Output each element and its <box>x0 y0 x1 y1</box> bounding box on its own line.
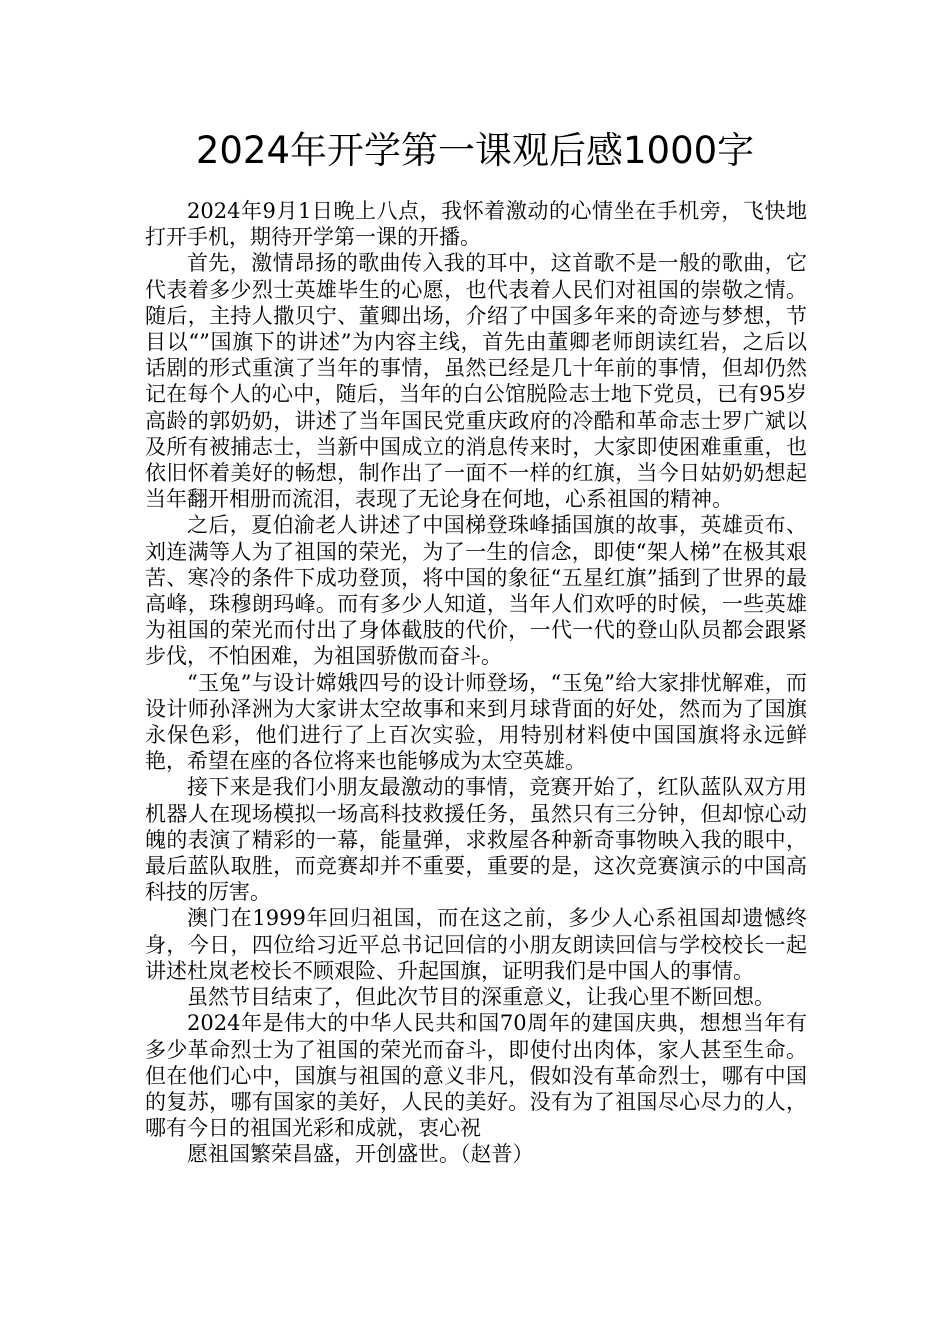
document-body <box>145 198 807 1168</box>
paragraph: 愿祖国繁荣昌盛，开创盛世。（赵普） <box>187 1142 534 1167</box>
paragraph: 2024年9月1日晚上八点，我怀着激动的心情坐在手机旁，飞快地打开手机，期待开学第一课的开播。 <box>145 199 807 250</box>
paragraph: 接下来是我们小朋友最激动的事情，竞赛开始了，红队蓝队双方用机器人在现场模拟一场高科技救援任务，虽然只有三分钟，但却惊心动魄的表演了精彩的一幕，能量弹，求救屋各种新奇事物映入我的眼中，最后蓝队取胜，而竞赛却并不重要，重要的是，这次竞赛演示的中国高科技的厉害。 <box>145 775 807 905</box>
paragraph: 首先，激情昂扬的歌曲传入我的耳中，这首歌不是一般的歌曲，它代表着多少烈士英雄毕生的心愿，也代表着人民们对祖国的崇敬之情。随后，主持人撒贝宁、董卿出场，介绍了中国多年来的奇迹与梦想，节目以“”国旗下的讲述”为内容主线，首先由董卿老师朗读红岩，之后以话剧的形式重演了当年的事情，虽然已经是几十年前的事情，但却仍然记在每个人的心中，随后，当年的白公馆脱险志士地下党员，已有95岁高龄的郭奶奶，讲述了当年国民党重庆政府的冷酷和革命志士罗广斌以及所有被捕志士，当新中国成立的消息传来时，大家即使困难重重，也依旧怀着美好的畅想，制作出了一面不一样的红旗，当今日姑奶奶想起当年翻开相册而流泪，表现了无论身在何地，心系祖国的精神。 <box>145 251 807 512</box>
paragraph: 之后，夏伯渝老人讲述了中国梯登珠峰插国旗的故事，英雄贡布、刘连满等人为了祖国的荣光，为了一生的信念，即使“架人梯”在极其艰苦、寒冷的条件下成功登顶，将中国的象征“五星红旗”插到了世界的最高峰，珠穆朗玛峰。而有多少人知道，当年人们欢呼的时候，一些英雄为祖国的荣光而付出了身体截肢的代价，一代一代的登山队员都会跟紧步伐，不怕困难，为祖国骄傲而奋斗。 <box>145 513 807 669</box>
paragraph: 2024年是伟大的中华人民共和国70周年的建国庆典，想想当年有多少革命烈士为了祖国的荣光而奋斗，即使付出肉体，家人甚至生命。但在他们心中，国旗与祖国的意义非凡，假如没有革命烈士，哪有中国的复苏，哪有国家的美好，人民的美好。没有为了祖国尽心尽力的人，哪有今日的祖国光彩和成就，衷心祝 <box>145 1011 807 1141</box>
paragraph: 澳门在1999年回归祖国，而在这之前，多少人心系祖国却遗憾终身，今日，四位给习近平总书记回信的小朋友朗读回信与学校校长一起讲述杜岚老校长不顾艰险、升起国旗，证明我们是中国人的事情。 <box>145 906 807 983</box>
paragraph: 虽然节目结束了，但此次节目的深重意义，让我心里不断回想。 <box>187 985 775 1010</box>
document-title: 2024年开学第一课观后感1000字 <box>195 129 755 172</box>
paragraph: “玉兔”与设计嫦娥四号的设计师登场，“玉兔”给大家排忧解难，而设计师孙泽洲为大家讲太空故事和来到月球背面的好处，然而为了国旗永保色彩，他们进行了上百次实验，用特别材料使中国国旗将永远鲜艳，希望在座的各位将来也能够成为太空英雄。 <box>145 670 807 774</box>
